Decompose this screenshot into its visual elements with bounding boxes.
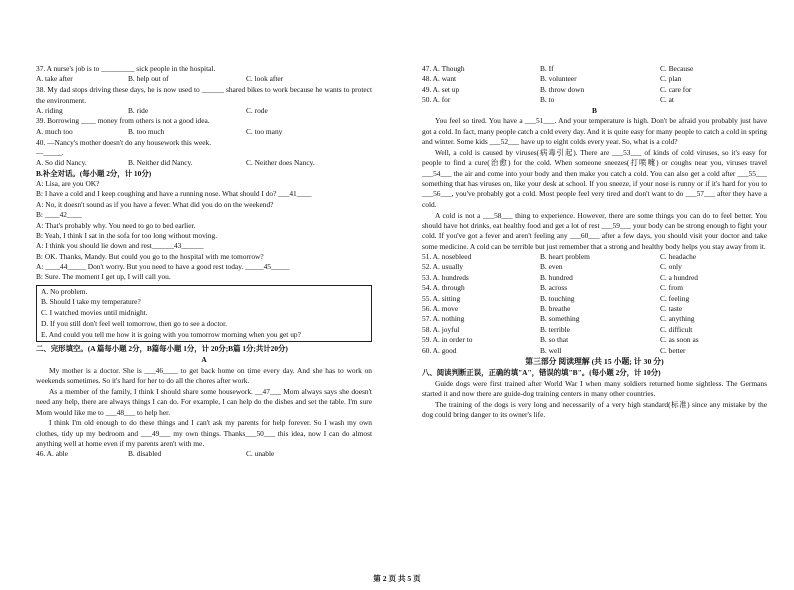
question-text: 38. My dad stops driving these days, he is now used to ______ shared bikes to work because he wants to protect the environment. <box>36 85 372 105</box>
option-c: C. rode <box>246 105 268 115</box>
option-b: B. too much <box>128 126 165 136</box>
option-a: 49. A. set up <box>422 84 460 94</box>
option-c: C. plan <box>660 74 682 84</box>
part-3-title: 第三部分 阅读理解 (共 15 小题; 计 30 分) <box>525 357 664 366</box>
question-47-options <box>422 64 767 74</box>
question-text: 40. —Nancy's mother doesn't do any housework this week. —_____. <box>36 137 212 157</box>
option-c: C. headache <box>660 252 697 262</box>
reading-paragraph: Guide dogs were first trained after World War I when many soldiers returned home sightless. The Germans started it and now there are guide-dog training centers in many other countries. <box>422 378 767 399</box>
box-option: D. If you still don't feel well tomorrow, then go to see a doctor. <box>41 318 227 328</box>
question-38 <box>36 85 372 116</box>
option-c: C. taste <box>660 304 683 314</box>
options-row <box>422 314 767 324</box>
option-b: B. heart problem <box>540 252 590 262</box>
question-50-options <box>422 95 767 105</box>
option-b: B. If <box>540 64 554 73</box>
option-a: 54. A. through <box>422 283 465 293</box>
question-39 <box>36 116 372 137</box>
option-a: 52. A. usually <box>422 262 464 272</box>
options-row <box>36 106 372 116</box>
passage-a-paragraph: I think I'm old enough to do these things and I can't ask my parents for help forever. So I wash my own clothes, tidy up my bedroom and ___49___ my own things. Thanks___50___ this idea, now I can do almost anything well at home even if my parents aren't with me. <box>36 418 372 449</box>
options-row <box>36 158 372 168</box>
options-row <box>422 273 767 283</box>
dialogue-line: B: Sure. The moment I get up, I will call you. <box>36 272 171 282</box>
box-option: C. I watched movies until midnight. <box>41 308 148 318</box>
option-c: C. look after <box>246 74 284 84</box>
option-b: B. to <box>540 95 555 105</box>
option-b: B. well <box>540 345 562 355</box>
option-b: B. volunteer <box>540 74 577 84</box>
question-37 <box>36 64 372 85</box>
option-a: 59. A. in order to <box>422 335 473 345</box>
question-text: 37. A nurse's job is to _________ sick people in the hospital. <box>36 64 216 73</box>
dialogue-line: B: I have a cold and I keep coughing and have a running nose. What should I do? ___41____ <box>36 189 312 199</box>
options-row <box>422 335 767 345</box>
dialogue-line: A: No, it doesn't sound as if you have a fever. What did you do on the weekend? <box>36 199 274 209</box>
option-c: C. Neither does Nancy. <box>246 158 315 168</box>
option-a: 47. A. Though <box>422 64 465 73</box>
section-8-title: 八、阅读判断正误，正确的填"A"，错误的填"B"。(每小题 2分，计 10分) <box>422 367 661 377</box>
option-a: 48. A. want <box>422 74 457 84</box>
dialogue-line: B: Yeah, I think I sat in the sofa for too long without moving. <box>36 230 218 240</box>
dialogue <box>36 179 372 283</box>
box-option: E. And could you tell me how it is going with you tomorrow morning when you get up? <box>41 329 301 339</box>
option-b: B. something <box>540 314 580 324</box>
option-c: C. anything <box>660 314 695 324</box>
passage-b-options <box>422 252 767 356</box>
passage-a-label: A <box>201 354 207 364</box>
option-b: B. breathe <box>540 304 571 314</box>
passage-a-paragraph: As a member of the family, I think I should share some housework. __47___ Mom always says she doesn't need any help, there are always things I can do. For example, I can help do the dishes and set the table. I'm sure Mom would like me to ___48___ to help her. <box>36 386 372 417</box>
option-c: C. Because <box>660 64 694 73</box>
options-row <box>36 74 372 84</box>
section-b-title: B.补全对话。(每小题 2分，计 10分) <box>36 168 152 178</box>
section-cloze-title: 二、完形填空。(A 篇每小题 2分，B篇每小题 1分，计 20分;B篇 1分;共计20分) <box>36 344 288 354</box>
right-column <box>422 64 767 421</box>
option-b: B. so that <box>540 335 569 345</box>
option-a: 53. A. hundreds <box>422 272 469 282</box>
box-option: B. Should I take my temperature? <box>41 297 141 307</box>
option-a: 57. A. nothing <box>422 314 465 324</box>
option-a: A. riding <box>36 105 63 115</box>
option-a: A. So did Nancy. <box>36 158 87 168</box>
option-b: B. hundred <box>540 272 573 282</box>
option-c: C. care for <box>660 84 692 94</box>
option-c: C. only <box>660 262 682 272</box>
option-c: C. at <box>660 95 674 105</box>
option-c: C. feeling <box>660 293 690 303</box>
dialogue-line: A: ____44_____ Don't worry. But you need to have a good rest today. _____45_____ <box>36 261 290 271</box>
option-c: C. from <box>660 283 683 293</box>
option-c: C. difficult <box>660 324 693 334</box>
dialogue-line: B: ____42____ <box>36 210 82 220</box>
option-b: B. even <box>540 262 563 272</box>
option-c: C. a hundred <box>660 272 698 282</box>
question-40 <box>36 138 372 169</box>
option-b: B. touching <box>540 293 575 303</box>
question-text: 39. Borrowing ____ money from others is not a good idea. <box>36 116 210 126</box>
options-row <box>422 262 767 272</box>
option-b: B. terrible <box>540 324 570 334</box>
passage-b-label: B <box>592 105 597 115</box>
options-row <box>422 294 767 304</box>
options-row <box>422 346 767 356</box>
option-b: B. help out of <box>128 74 169 84</box>
option-a: 58. A. joyful <box>422 324 460 334</box>
option-a: 55. A. sitting <box>422 293 461 303</box>
options-row <box>422 304 767 314</box>
question-48-options <box>422 74 767 84</box>
passage-a-paragraph: My mother is a doctor. She is ___46____ to get back home on time every day. And she has to work on weekends sometimes. So it's hard for her to do all the chores after work. <box>36 365 372 385</box>
option-a: A. take after <box>36 74 73 84</box>
question-46-options <box>36 449 372 459</box>
option-c: C. as soon as <box>660 335 699 345</box>
option-a: 50. A. for <box>422 95 451 105</box>
dialogue-line: A: That's probably why. You need to go to bed earlier. <box>36 220 196 230</box>
left-column <box>36 64 372 460</box>
options-row <box>422 252 767 262</box>
option-b: B. Neither did Nancy. <box>128 158 193 168</box>
dialogue-options-box <box>36 285 372 343</box>
option-b: B. throw down <box>540 84 585 94</box>
dialogue-line: B: OK. Thanks, Mandy. But could you go to the hospital with me tomorrow? <box>36 251 264 261</box>
passage-b-paragraph: A cold is not a ___58___ thing to experience. However, there are some things you can do to feel better. You should have hot drinks, eat healthy food and get a lot of rest ___59___ your body can be strong enough to fight your cold. If you've got a fever and aren't feeling any ___60___ after a few days, you should visit your doctor and take some medicine. A cold can be terrible but just remember that a strong and healthy body helps you stay away from it. <box>422 210 767 251</box>
dialogue-line: A: Lisa, are you OK? <box>36 179 100 189</box>
question-49-options <box>422 85 767 95</box>
option-c: C. unable <box>246 449 275 459</box>
option-a: 46. A. able <box>36 449 69 459</box>
option-b: B. ride <box>128 105 149 115</box>
option-b: B. disabled <box>128 449 162 459</box>
dialogue-line: A: I think you should lie down and rest______43______ <box>36 241 204 251</box>
reading-paragraph: The training of the dogs is very long and necessarily of a very high standard(标准) since any mistake by the dog could bring danger to its owner's life. <box>422 399 767 420</box>
options-row <box>422 283 767 293</box>
option-a: A. much too <box>36 126 73 136</box>
page-footer: 第 2 页 共 5 页 <box>373 574 421 583</box>
options-row <box>422 325 767 335</box>
option-a: 56. A. move <box>422 304 459 314</box>
options-row <box>36 127 372 137</box>
option-c: C. better <box>660 345 686 355</box>
option-a: 51. A. nosebleed <box>422 252 472 262</box>
option-a: 60. A. good <box>422 345 457 355</box>
passage-b-paragraph: Well, a cold is caused by viruses(病毒引起). There are ___53___ of kinds of cold viruses, so it's easy for people to find a cure(治愈) for the cold. When someone sneezes(打喷嚏) or coughs near you, viruses travel ___54___ the air and come into your body and then make you catch a cold. You can also get a cold after ___55___ something that has viruses on, like your desk at school. If you sneeze, if your nose is runny or if it's hard for you to ___56___, you've probably got a cold. Most people feel very tired and don't want to do ___57___ after they have a cold. <box>422 148 767 209</box>
box-option: A. No problem. <box>41 286 88 296</box>
passage-b-paragraph: You feel so tired. You have a ___51___. And your temperature is high. Don't be afraid you probably just have got a cold. In fact, many people catch a cold every day. And it is quite easy for many people to catch a cold in spring and winter. Some kids ___52___ have up to eight colds every year. So, what is a cold? <box>422 116 767 147</box>
option-c: C. too many <box>246 126 283 136</box>
option-b: B. across <box>540 283 568 293</box>
